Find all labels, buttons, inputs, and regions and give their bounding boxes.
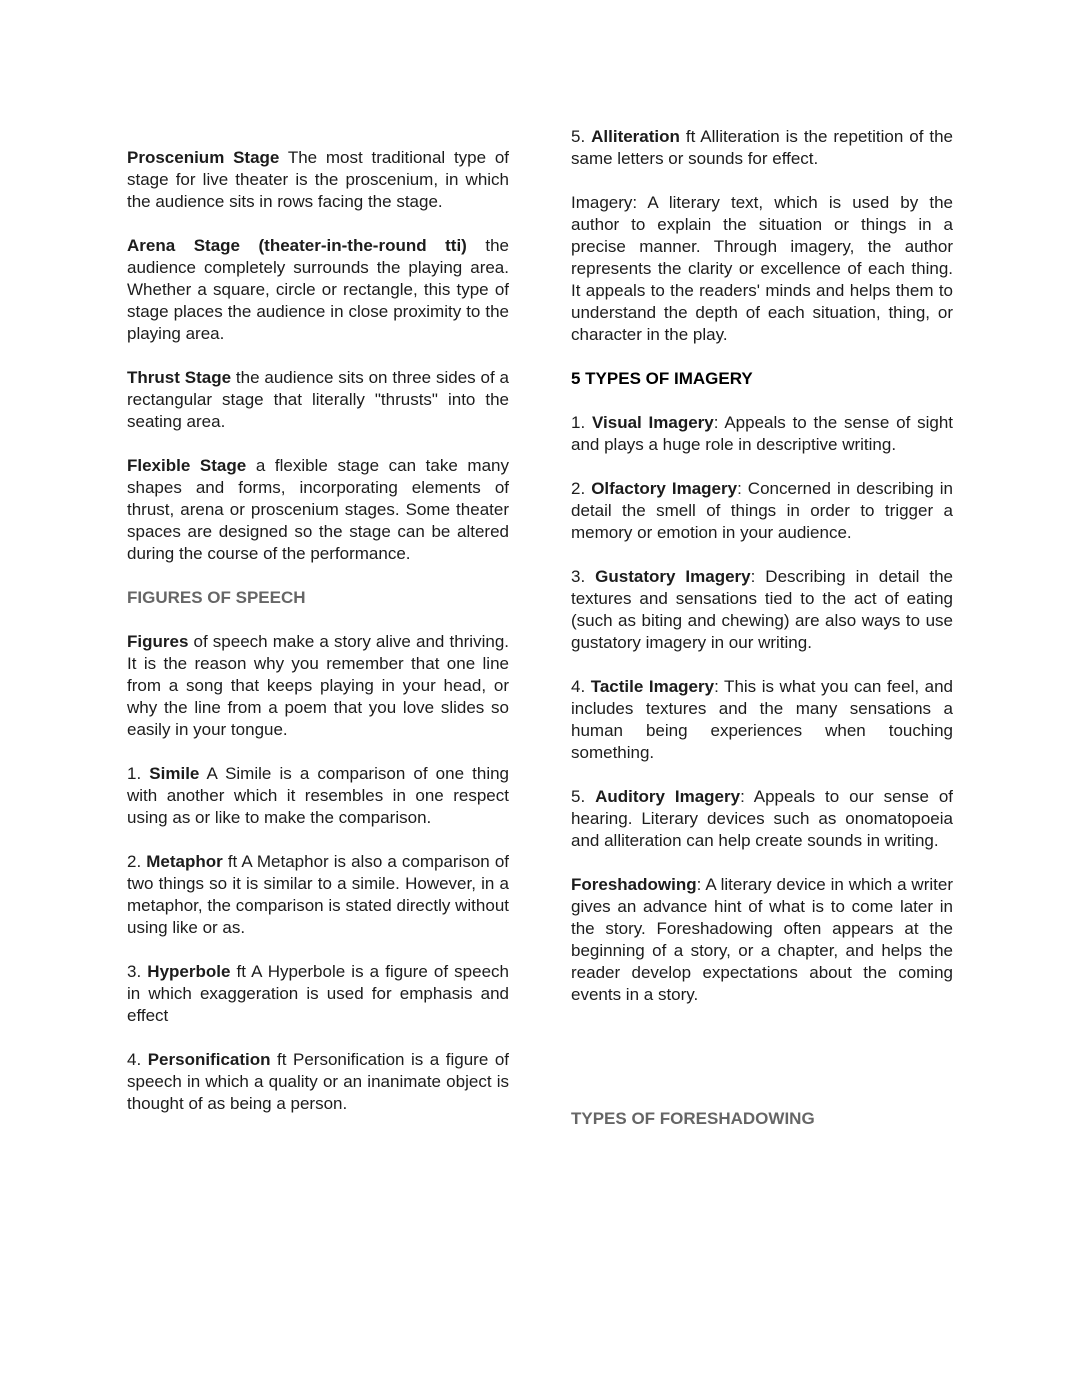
paragraph-auditory-imagery [571,786,953,852]
paragraph-text: : Appeals to the sense of sight and plays a huge role in descriptive writing. [571,413,954,454]
term-thrust-stage: Thrust Stage [127,368,232,387]
list-number: 1. [127,764,150,783]
paragraph-text: : Concerned in describing in detail the smell of things in order to trigger a memory or emotion in your audience. [571,479,953,542]
term-tactile-imagery: Tactile Imagery [590,677,715,696]
paragraph-text: : This is what you can feel, and includes textures and the many sensations a human being experiences when touching something. [571,677,953,762]
paragraph-figures-intro [127,631,509,741]
paragraph-visual-imagery [571,412,953,456]
term-auditory-imagery: Auditory Imagery [595,787,741,806]
term-personification: Personification [147,1050,271,1069]
term-arena-stage: Arena Stage (theater-in-the-round tti) [127,236,467,255]
list-number: 5. [571,127,592,146]
paragraph-proscenium-stage [127,147,509,213]
list-number: 5. [571,787,596,806]
left-column [127,126,509,1152]
paragraph-hyperbole [127,961,509,1027]
section-heading-figures-of-speech: FIGURES OF SPEECH [127,588,306,607]
paragraph-thrust-stage [127,367,509,433]
term-alliteration: Alliteration [591,127,680,146]
paragraph-text: A Simile is a comparison of one thing with another which it resembles in one respect using as or like to make the comparison. [127,764,510,827]
list-number: 4. [127,1050,148,1069]
paragraph-text: ft Personification is a figure of speech in which a quality or an inanimate object is thought of as being a person. [127,1050,509,1113]
paragraph-arena-stage [127,235,509,345]
paragraph-text: ft A Metaphor is also a comparison of two things so it is similar to a simile. However, in a metaphor, the comparison is stated directly without using like or as. [127,852,509,937]
section-heading-types-of-foreshadowing: TYPES OF FORESHADOWING [571,1109,815,1128]
paragraph-text: ft Alliteration is the repetition of the same letters or sounds for effect. [571,127,953,168]
paragraph-olfactory-imagery [571,478,953,544]
list-number: 1. [571,413,592,432]
term-olfactory-imagery: Olfactory Imagery [591,479,738,498]
term-gustatory-imagery: Gustatory Imagery [595,567,751,586]
paragraph-text: : Appeals to our sense of hearing. Literary devices such as onomatopoeia and alliteration can help create sounds in writing. [571,787,954,850]
term-metaphor: Metaphor [146,852,223,871]
term-foreshadowing: Foreshadowing [571,875,697,894]
paragraph-text: : Describing in detail the textures and sensations tied to the act of eating (such as biting and chewing) are also ways to use gustatory imagery in our writing. [571,567,953,652]
term-hyperbole: Hyperbole [147,962,231,981]
paragraph-foreshadowing [571,874,953,1006]
vertical-spacer [571,1028,953,1094]
paragraph-text: the audience completely surrounds the playing area. Whether a square, circle or rectangle, this type of stage places the audience in close proximity to the playing area. [127,236,509,343]
term-proscenium-stage: Proscenium Stage [127,148,280,167]
term-flexible-stage: Flexible Stage [127,456,247,475]
paragraph-text: ft A Hyperbole is a figure of speech in which exaggeration is used for emphasis and effect [127,962,509,1025]
paragraph-flexible-stage [127,455,509,565]
term-figures: Figures [127,632,189,651]
paragraph-tactile-imagery [571,676,953,764]
term-visual-imagery: Visual Imagery [591,413,714,432]
paragraph-text: : A literary device in which a writer gives an advance hint of what is to come later in the story. Foreshadowing often appears at the beginning of a story, or a chapter, and helps the reader develop expectations about the coming events in a story. [571,875,953,1004]
list-number: 3. [571,567,596,586]
term-simile: Simile [149,764,200,783]
paragraph-simile [127,763,509,829]
list-number: 4. [571,677,591,696]
right-column [571,126,953,1152]
paragraph-alliteration [571,126,953,170]
paragraph-text: The most traditional type of stage for live theater is the proscenium, in which the audience sits in rows facing the stage. [127,148,510,211]
list-number: 3. [127,962,148,981]
paragraph-text: the audience sits on three sides of a rectangular stage that literally "thrusts" into the seating area. [127,368,509,431]
paragraph-text: a flexible stage can take many shapes and forms, incorporating elements of thrust, arena or proscenium stages. Some theater spaces are designed so the stage can be altered during the course of the performance. [127,456,509,563]
paragraph-gustatory-imagery [571,566,953,654]
section-heading-5-types-of-imagery: 5 TYPES OF IMAGERY [571,369,753,388]
list-number: 2. [127,852,147,871]
paragraph-text: Imagery: A literary text, which is used by the author to explain the situation or things in a precise manner. Through imagery, the author represents the clarity or excellence of each thing. It appeals to the readers' minds and helps them to understand the depth of each situation, thing, or character in the play. [571,193,953,344]
list-number: 2. [571,479,592,498]
paragraph-personification [127,1049,509,1115]
paragraph-metaphor [127,851,509,939]
paragraph-text: of speech make a story alive and thriving. It is the reason why you remember that one line from a song that keeps playing in your head, or why the line from a poem that you love slides so easily in your tongue. [127,632,509,739]
paragraph-imagery-intro [571,192,953,346]
